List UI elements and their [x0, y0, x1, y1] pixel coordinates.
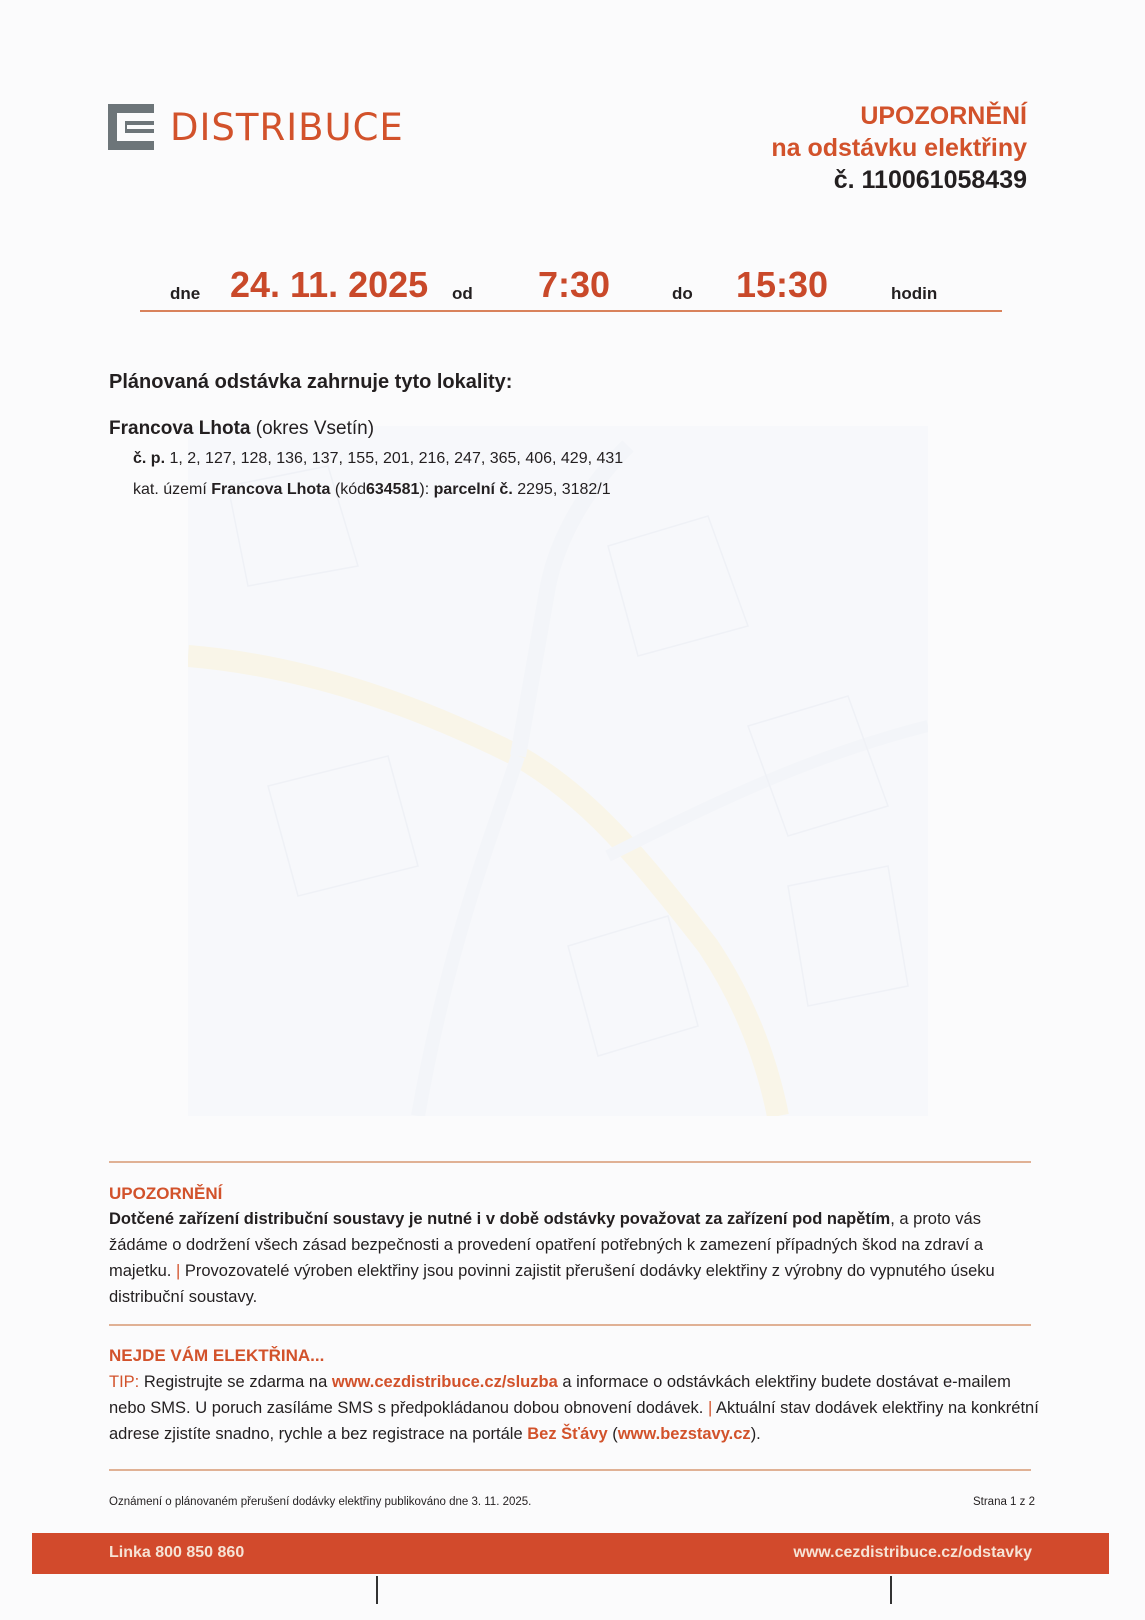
warning-text-1: , a proto vás žádáme o dodržení všech zásad bezpečnosti a provedení opatření potřebných k zamezení případných škod na zdraví a majetku. [109, 1210, 984, 1280]
notice-number: č. 110061058439 [833, 166, 1027, 194]
start-time: 7:30 [538, 264, 611, 305]
tip-text-2: a informace o odstávkách elektřiny budete dostávat e-mailem nebo SMS. U poruch zasíláme SMS s předpokládanou dobou obnovení dodávek. [109, 1373, 1011, 1417]
from-label: od [452, 284, 473, 303]
scan-mark [890, 1576, 892, 1604]
page-indicator: Strana 1 z 2 [972, 1496, 1035, 1508]
cadastral-label: kat. území [133, 481, 207, 498]
publication-note: Oznámení o plánovaném přerušení dodávky elektřiny publikováno dne 3. 11. 2025. [109, 1496, 532, 1508]
parcel-label: parcelní č. [433, 481, 513, 498]
brand-logo [108, 104, 404, 150]
service-link[interactable]: www.cezdistribuce.cz/sluzba [331, 1373, 558, 1391]
location-place: Francova Lhota [109, 418, 251, 439]
divider [109, 1324, 1031, 1326]
to-label: do [672, 284, 693, 303]
end-time: 15:30 [736, 264, 829, 305]
bezstavy-link[interactable]: www.bezstavy.cz [617, 1425, 751, 1443]
schedule-row [140, 258, 1002, 312]
house-numbers [133, 450, 623, 468]
scan-mark [376, 1576, 378, 1604]
location-district: (okres Vsetín) [255, 418, 375, 439]
notice-header [771, 100, 1027, 196]
code-open: (kód [334, 481, 366, 498]
tip-separator: | [707, 1399, 713, 1417]
brand-name: DISTRIBUCE [170, 105, 404, 149]
warning-separator: | [175, 1262, 181, 1280]
outage-date: 24. 11. 2025 [230, 264, 429, 305]
divider [109, 1469, 1031, 1471]
locations-heading: Plánovaná odstávka zahrnuje tyto lokality: [109, 371, 513, 393]
warning-bold-text: Dotčené zařízení distribuční soustavy je nutné i v době odstávky považovat za zařízení pod napětím [109, 1210, 891, 1228]
unit-label: hodin [891, 284, 938, 303]
location-name [109, 418, 374, 440]
cez-logo-icon [108, 104, 154, 150]
portal-name: Bez Šťávy [527, 1425, 608, 1443]
notice-title: UPOZORNĚNÍ [860, 102, 1027, 130]
paren-open: ( [612, 1425, 618, 1443]
warning-heading: UPOZORNĚNÍ [109, 1184, 223, 1203]
warning-text-2: Provozovatelé výroben elektřiny jsou povinni zajistit přerušení dodávky elektřiny z výrobny do vypnutého úseku distribuční soustavy. [109, 1262, 995, 1306]
cadastral-name: Francova Lhota [211, 481, 331, 498]
divider [109, 1161, 1031, 1163]
cadastral-info [133, 481, 611, 499]
footer-website[interactable]: www.cezdistribuce.cz/odstavky [793, 1544, 1032, 1561]
tip-text [109, 1369, 1039, 1447]
paren-close: ). [750, 1425, 761, 1443]
tip-text-1: Registrujte se zdarma na [143, 1373, 328, 1391]
tip-text-3: Aktuální stav dodávek elektřiny na konkrétní adrese zjistíte snadno, rychle a bez registrace na portále [109, 1399, 1039, 1443]
date-label: dne [170, 284, 201, 303]
hotline: Linka 800 850 860 [109, 1544, 245, 1561]
house-numbers-label: č. p. [133, 450, 166, 467]
footer-band [32, 1533, 1109, 1574]
parcel-values: 2295, 3182/1 [517, 481, 611, 498]
warning-text [109, 1206, 1039, 1310]
notice-subtitle: na odstávku elektřiny [771, 134, 1027, 162]
code-close: ): [419, 481, 430, 498]
tip-heading: NEJDE VÁM ELEKTŘINA... [109, 1346, 325, 1365]
cadastral-code: 634581 [365, 481, 420, 498]
tip-label: TIP: [109, 1373, 140, 1391]
house-numbers-values: 1, 2, 127, 128, 136, 137, 155, 201, 216, 247, 365, 406, 429, 431 [169, 450, 624, 467]
outage-map [188, 426, 928, 1116]
